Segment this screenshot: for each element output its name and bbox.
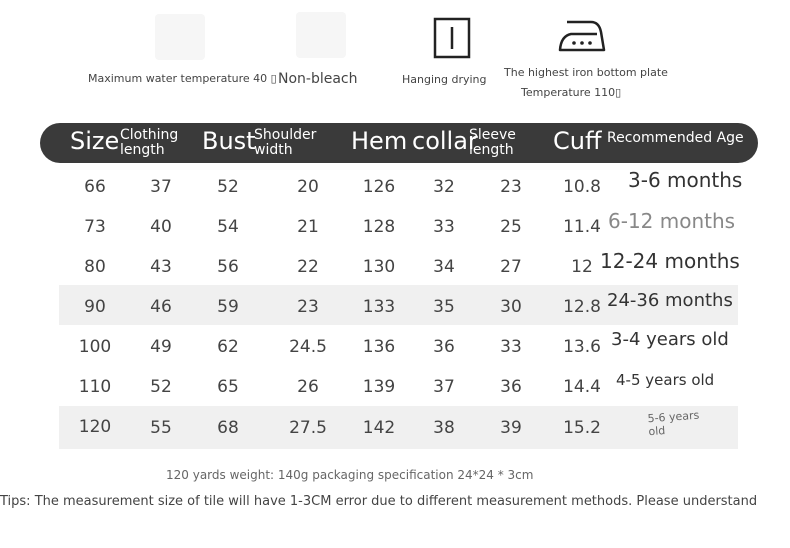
cell-bust: 52 (217, 177, 239, 197)
cell-hem: 139 (362, 377, 396, 397)
cell-collar: 36 (433, 337, 455, 357)
cell-sleeve: 25 (500, 217, 522, 237)
cell-shoulder: 22 (297, 257, 319, 277)
cell-age: 3-4 years old (611, 329, 729, 350)
tips-text-content: Tips: The measurement size of tile will have 1-3CM error due to different measurement methods. Please understand (0, 494, 758, 509)
header-sleeve-length: Sleeve length (469, 127, 516, 158)
cell-sleeve: 30 (500, 297, 522, 317)
cell-collar: 33 (433, 217, 455, 237)
cell-size: 73 (84, 217, 106, 237)
iron-text-2: Temperature 110▯ (521, 86, 622, 99)
cell-shoulder: 20 (297, 177, 319, 197)
cell-shoulder: 21 (297, 217, 319, 237)
cell-cuff: 15.2 (563, 418, 601, 438)
non-bleach-label (278, 68, 358, 87)
cell-cuff: 12 (571, 257, 593, 277)
cell-cuff: 14.4 (563, 377, 601, 397)
cell-size: 80 (84, 257, 106, 277)
header-bust: Bust (202, 127, 256, 155)
cell-hem: 142 (362, 418, 396, 438)
cell-shoulder: 23 (297, 297, 319, 317)
cell-collar: 34 (433, 257, 455, 277)
tips-text (0, 494, 757, 509)
hang-dry-icon (433, 17, 471, 59)
water-temp-text: Maximum water temperature 40 ▯ (88, 72, 277, 85)
water-temp-label (88, 67, 277, 86)
size-table-header (40, 123, 758, 163)
cell-bust: 62 (217, 337, 239, 357)
cell-length: 43 (150, 257, 172, 277)
iron-text-1: The highest iron bottom plate (504, 66, 668, 79)
header-hem: Hem (351, 127, 408, 155)
cell-sleeve: 39 (500, 418, 522, 438)
cell-age: 5-6 years old (647, 408, 700, 439)
cell-hem: 130 (362, 257, 396, 277)
cell-shoulder: 26 (297, 377, 319, 397)
hanging-label (402, 68, 487, 87)
cell-sleeve: 27 (500, 257, 522, 277)
cell-shoulder: 24.5 (289, 337, 327, 357)
cell-cuff: 12.8 (563, 297, 601, 317)
water-temp-icon (155, 14, 205, 60)
cell-size: 90 (84, 297, 106, 317)
cell-cuff: 13.6 (563, 337, 601, 357)
cell-collar: 38 (433, 418, 455, 438)
cell-hem: 126 (362, 177, 396, 197)
cell-size: 100 (78, 337, 112, 357)
header-collar: collar (412, 127, 478, 155)
package-note-text: 120 yards weight: 140g packaging specification 24*24 * 3cm (166, 468, 534, 482)
cell-size: 66 (84, 177, 106, 197)
cell-bust: 59 (217, 297, 239, 317)
cell-sleeve: 33 (500, 337, 522, 357)
cell-bust: 68 (217, 418, 239, 438)
cell-length: 46 (150, 297, 172, 317)
iron-label-1 (504, 61, 668, 80)
cell-bust: 54 (217, 217, 239, 237)
cell-hem: 136 (362, 337, 396, 357)
cell-bust: 65 (217, 377, 239, 397)
non-bleach-text: Non-bleach (278, 71, 358, 87)
cell-hem: 128 (362, 217, 396, 237)
cell-collar: 35 (433, 297, 455, 317)
cell-cuff: 10.8 (563, 177, 601, 197)
iron-icon (557, 16, 607, 54)
cell-age: 6-12 months (608, 209, 736, 233)
package-note (166, 468, 533, 482)
cell-age: 24-36 months (607, 290, 733, 311)
header-shoulder-width: Shoulder width (254, 127, 317, 158)
cell-length: 49 (150, 337, 172, 357)
header-clothing-length: Clothing length (120, 127, 179, 158)
cell-hem: 133 (362, 297, 396, 317)
cell-size: 120 (78, 417, 112, 437)
cell-age: 3-6 months (628, 168, 743, 192)
cell-collar: 32 (433, 177, 455, 197)
cell-length: 40 (150, 217, 172, 237)
cell-length: 52 (150, 377, 172, 397)
cell-shoulder: 27.5 (289, 418, 327, 438)
cell-length: 55 (150, 418, 172, 438)
cell-cuff: 11.4 (563, 217, 601, 237)
header-size: Size (70, 127, 120, 155)
no-bleach-icon (296, 12, 346, 58)
cell-age: 4-5 years old (616, 371, 715, 389)
cell-age: 12-24 months (600, 249, 740, 273)
cell-sleeve: 36 (500, 377, 522, 397)
hanging-text: Hanging drying (402, 73, 487, 86)
cell-length: 37 (150, 177, 172, 197)
cell-collar: 37 (433, 377, 455, 397)
cell-size: 110 (78, 377, 112, 397)
cell-sleeve: 23 (500, 177, 522, 197)
iron-label-2 (521, 81, 621, 100)
header-cuff: Cuff (553, 127, 602, 155)
header-recommended-age: Recommended Age (607, 130, 744, 146)
cell-bust: 56 (217, 257, 239, 277)
